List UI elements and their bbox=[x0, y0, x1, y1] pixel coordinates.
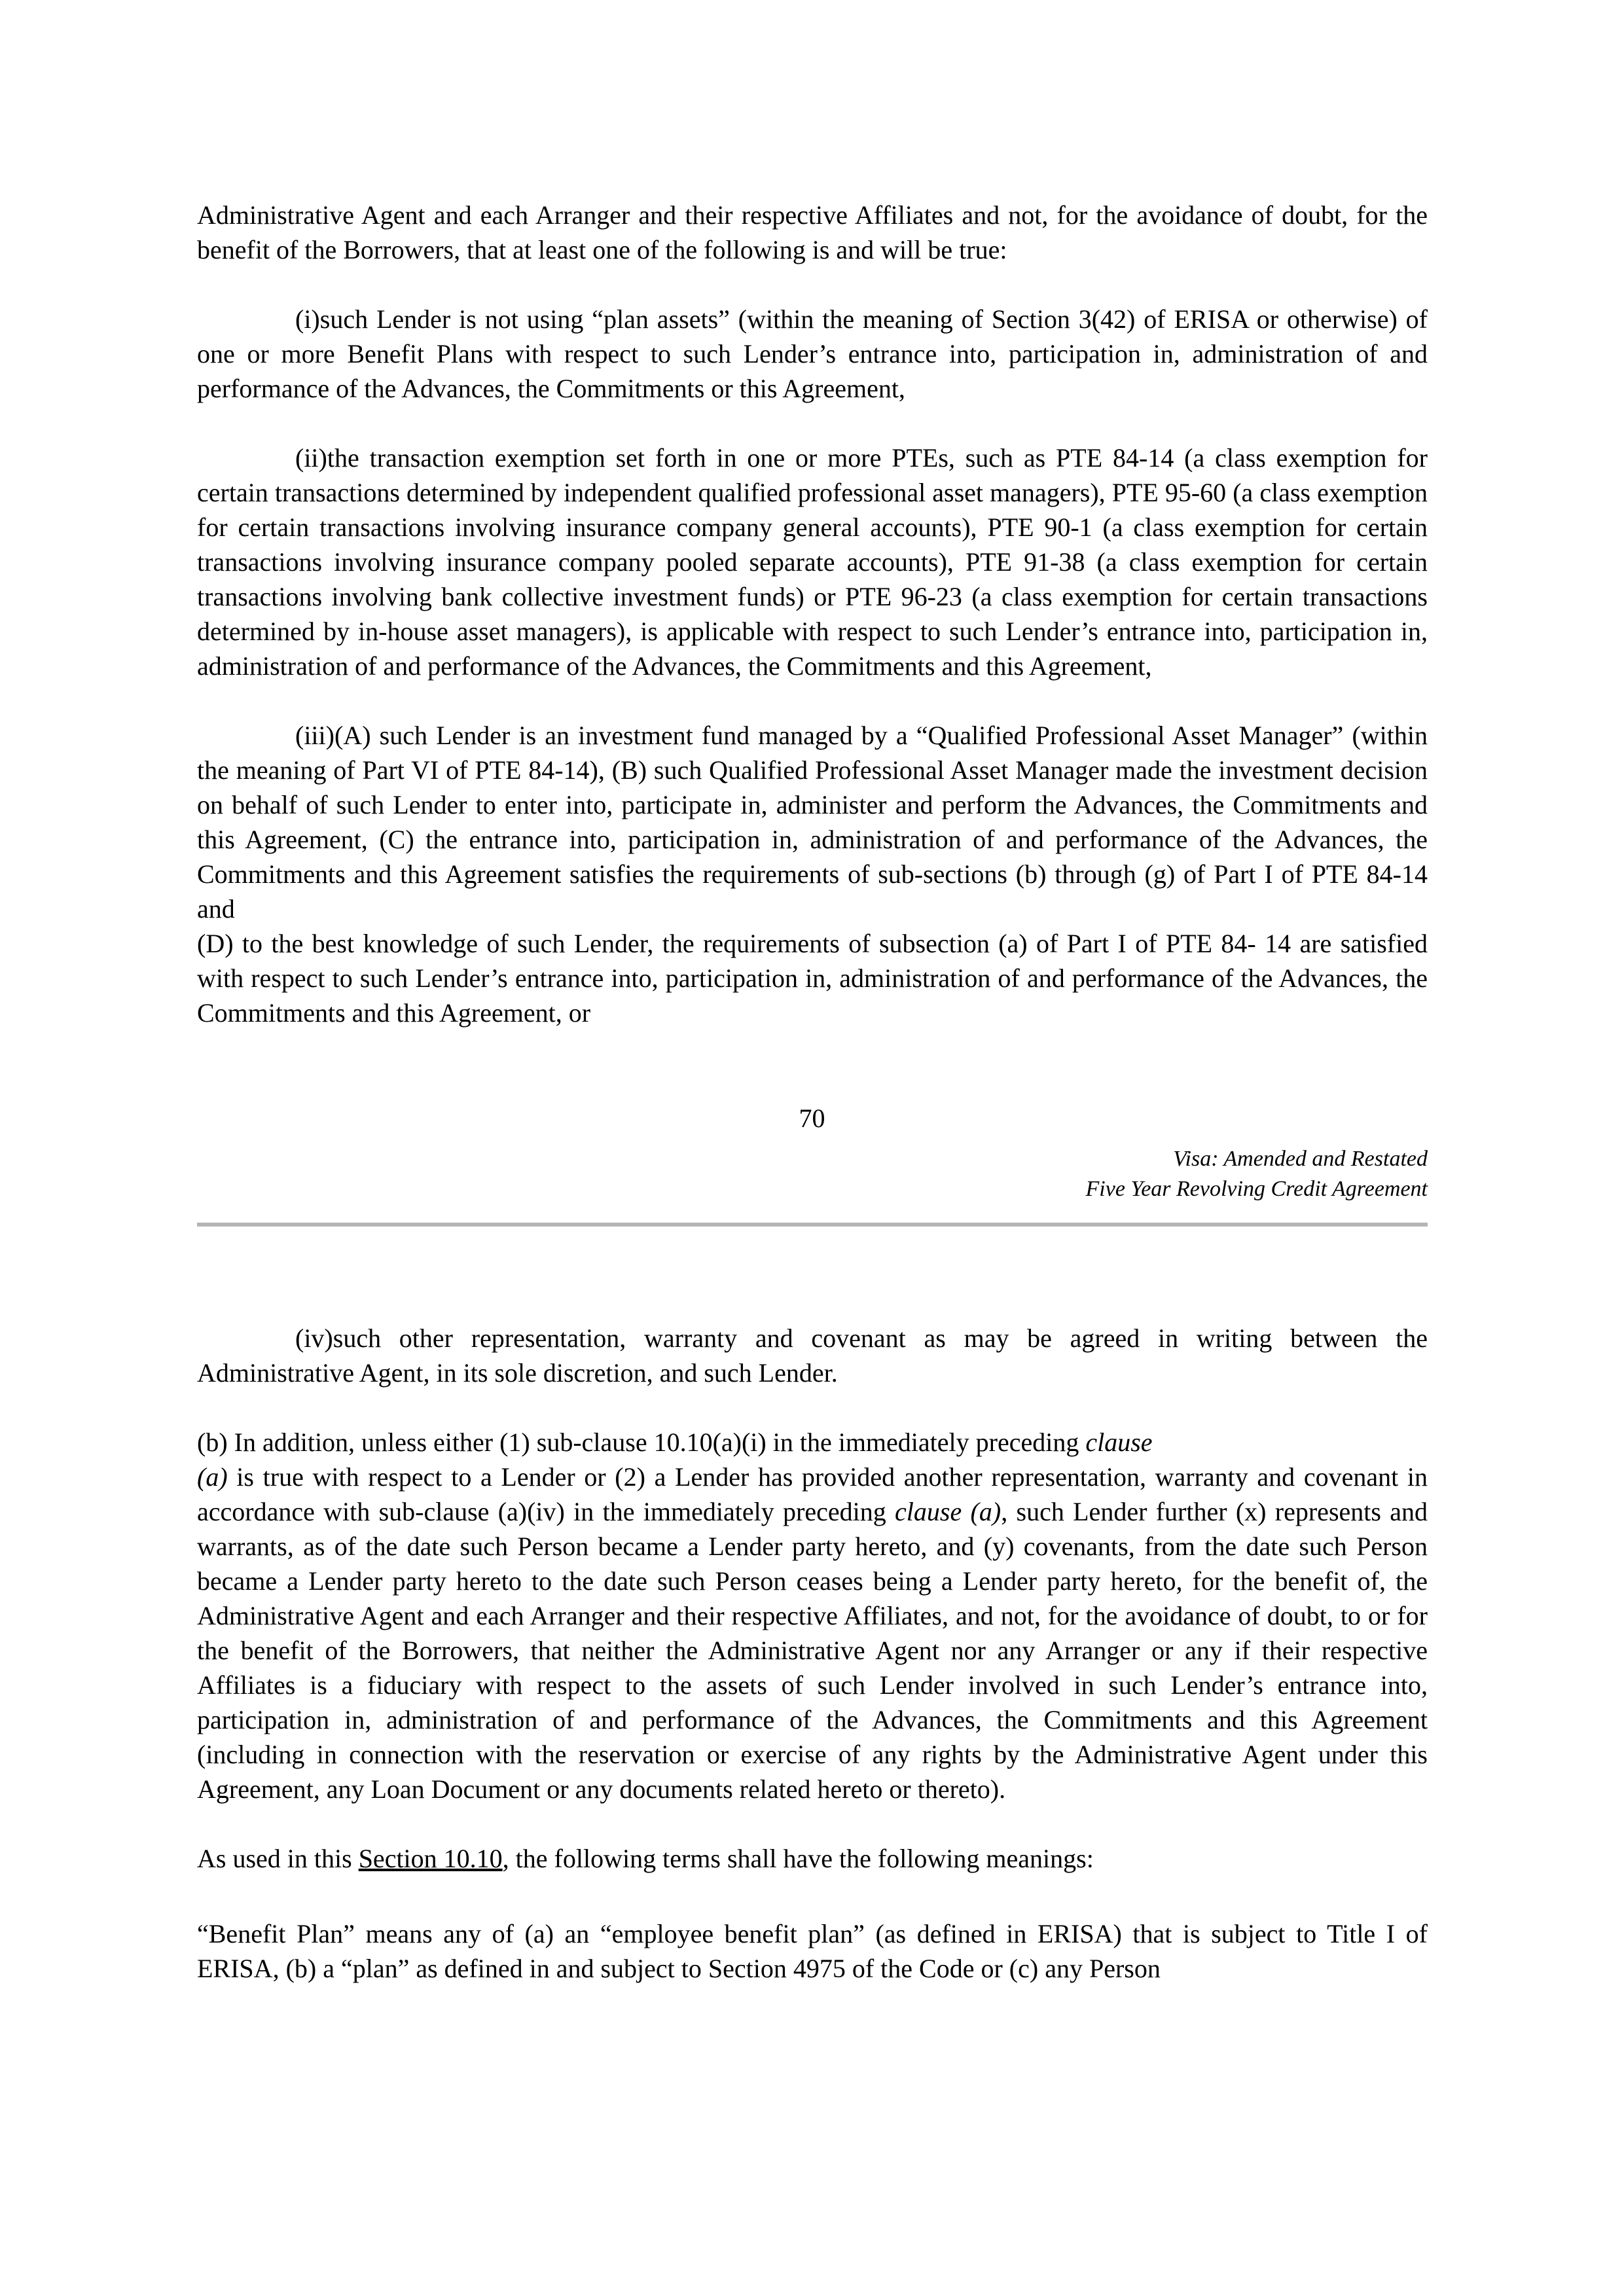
clause-ref-2: clause (a) bbox=[895, 1497, 1001, 1526]
bottom-section bbox=[197, 1321, 1428, 1986]
paragraph-clause-iii-d: (D) to the best knowledge of such Lender, the requirements of subsection (a) of Part I of PTE 84- 14 are satisfied with respect to such Lender’s entrance into, participation in, administration of and performance of the Advances, the Commitments and this Agreement, or bbox=[197, 929, 1428, 1028]
footer-line-1: Visa: Amended and Restated bbox=[1173, 1147, 1428, 1171]
intro-text-end: , the following terms shall have the following meanings: bbox=[502, 1844, 1094, 1873]
paragraph-clause-iii: (iii)(A) such Lender is an investment fund managed by a “Qualified Professional Asset Manager” (within the meaning of Part VI of PTE 84-14), (B) such Qualified Professional Asset Manager made the investment decision on behalf of such Lender to enter into, participate in, administer and perform the Advances, the Commitments and this Agreement, (C) the entrance into, participation in, administration of and performance of the Advances, the Commitments and this Agreement satisfies the requirements of sub-sections (b) through (g) of Part I of PTE 84-14 and bbox=[197, 721, 1428, 924]
footer-caption bbox=[1086, 1144, 1428, 1204]
paragraph-b-end: , such Lender further (x) represents and warrants, as of the date such Person became a Lender party hereto, and (y) covenants, from the date such Person became a Lender party hereto to the date such Person ceases being a Lender party hereto, for the benefit of, the Administrative Agent and each Arranger and their respective Affiliates, and not, for the avoidance of doubt, to or for the benefit of the Borrowers, that neither the Administrative Agent nor any Arranger or any if their respective Affiliates is a fiduciary with respect to the assets of such Lender involved in such Lender’s entrance into, participation in, administration of and performance of the Advances, the Commitments and this Agreement (including in connection with the reservation or exercise of any rights by the Administrative Agent under this Agreement, any Loan Document or any documents related hereto or thereto). bbox=[197, 1497, 1428, 1804]
clause-ref-1: clause bbox=[1085, 1427, 1153, 1457]
paragraph-b-mid: is true with respect to a Lender or (2) a Lender has provided another representation, warranty and covenant in accordance with sub-clause (a)(iv) in the immediately preceding bbox=[197, 1462, 1428, 1526]
footer-line-2: Five Year Revolving Credit Agreement bbox=[1085, 1177, 1428, 1201]
top-section bbox=[197, 198, 1428, 1030]
clause-ref-1b: (a) bbox=[197, 1462, 228, 1492]
paragraph-clause-i: (i)such Lender is not using “plan assets” (within the meaning of Section 3(42) of ERISA or otherwise) of one or more Benefit Plans with respect to such Lender’s entrance into, participation in, administration of and performance of the Advances, the Commitments or this Agreement, bbox=[197, 304, 1428, 403]
paragraph-continuation: Administrative Agent and each Arranger and their respective Affiliates and not, for the avoidance of doubt, for the benefit of the Borrowers, that at least one of the following is and will be true: bbox=[197, 200, 1428, 264]
intro-text: As used in this bbox=[197, 1844, 359, 1873]
paragraph-b-start: (b) In addition, unless either (1) sub-clause 10.10(a)(i) in the immediately preceding bbox=[197, 1427, 1086, 1457]
paragraph-clause-iv: (iv)such other representation, warranty and covenant as may be agreed in writing between the Administrative Agent, in its sole discretion, and such Lender. bbox=[197, 1323, 1428, 1388]
page-separator bbox=[197, 1223, 1428, 1227]
section-reference: Section 10.10 bbox=[358, 1844, 503, 1873]
page-number: 70 bbox=[799, 1103, 825, 1133]
paragraph-clause-ii: (ii)the transaction exemption set forth in one or more PTEs, such as PTE 84-14 (a class exemption for certain transactions determined by independent qualified professional asset managers), PTE 95-60 (a class exemption for certain transactions involving insurance company general accounts), PTE 90-1 (a class exemption for certain transactions involving insurance company pooled separate accounts), PTE 91-38 (a class exemption for certain transactions involving bank collective investment funds) or PTE 96-23 (a class exemption for certain transactions determined by in-house asset managers), is applicable with respect to such Lender’s entrance into, participation in, administration of and performance of the Advances, the Commitments and this Agreement, bbox=[197, 443, 1428, 681]
paragraph-b bbox=[197, 1425, 1428, 1806]
paragraph-definitions-intro bbox=[197, 1841, 1428, 1876]
paragraph-benefit-plan-definition: “Benefit Plan” means any of (a) an “employee benefit plan” (as defined in ERISA) that is subject to Title I of ERISA, (b) a “plan” as defined in and subject to Section 4975 of the Code or (c) any Person bbox=[197, 1919, 1428, 1983]
